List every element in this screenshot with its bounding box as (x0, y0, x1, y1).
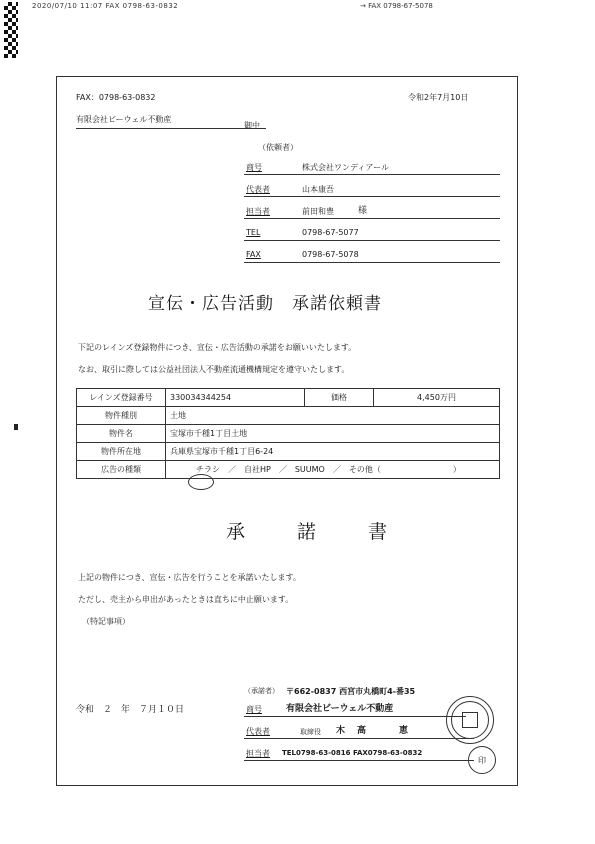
consenter-rep-title: 取締役 (300, 728, 321, 736)
table-row (77, 389, 500, 407)
property-address-value: 兵庫県宝塚市千種1丁目6-24 (166, 443, 500, 461)
requester-line (244, 262, 500, 263)
consent-text-line1: 上記の物件につき、宣伝・広告を行うことを承諾いたします。 (78, 573, 301, 582)
consenter-rep: 木高 恵 (336, 726, 421, 736)
company-seal-icon (446, 696, 494, 744)
consent-text-line2: ただし、売主から申出があったときは直ちに中止願います。 (78, 595, 294, 604)
table-row (77, 461, 500, 479)
property-address-label: 物件所在地 (77, 443, 166, 461)
requester-fax: 0798-67-5078 (302, 250, 359, 259)
consenter-line (244, 760, 474, 761)
requester-label-rep: 代表者 (246, 185, 270, 194)
consenter-rep-label: 代表者 (246, 727, 270, 736)
sender-fax: FAX：0798-63-0832 (76, 93, 156, 102)
document-title: 宣伝・広告活動 承諾依頼書 (148, 294, 382, 314)
requester-label-tel: TEL (246, 228, 261, 237)
margin-mark-icon (14, 424, 18, 430)
property-table (76, 388, 500, 479)
property-type-value: 土地 (166, 407, 500, 425)
sender-company: 有限会社ビーウェル不動産 (76, 115, 172, 124)
fax-transmission-header: 2020/07/10 11:07 FAX 0798-63-0832 (32, 2, 179, 10)
fax-transmission-header-right: → FAX 0798-67-5078 (360, 2, 433, 10)
requester-label-staff: 担当者 (246, 207, 270, 216)
sender-attn: 御中 (244, 121, 260, 130)
requester-line (244, 218, 500, 219)
property-type-label: 物件種別 (77, 407, 166, 425)
requester-label-company: 商号 (246, 163, 262, 172)
ad-type-options: チラシ ／ 自社HP ／ SUUMO ／ その他（ ） (166, 461, 500, 479)
consenter-line (244, 716, 466, 717)
consenter-staff-label: 担当者 (246, 749, 270, 758)
table-row (77, 407, 500, 425)
personal-seal-icon (468, 746, 496, 774)
price-value: 4,450万円 (374, 389, 500, 407)
requester-line (244, 196, 500, 197)
consenter-line (244, 738, 474, 739)
requester-staff-suffix: 様 (358, 206, 368, 216)
consenter-contact: TEL0798-63-0816 FAX0798-63-0832 (282, 749, 423, 757)
personal-seal-char: 印 (478, 755, 486, 765)
document-date: 令和2年7月10日 (408, 93, 469, 102)
fax-checker-mark (4, 2, 18, 58)
chirashi-circle-mark (188, 474, 214, 490)
consenter-label: （承諾者） (244, 687, 279, 695)
requester-label-fax: FAX (246, 250, 261, 259)
consenter-company: 有限会社ビーウェル不動産 (286, 704, 394, 714)
consenter-address: 〒662-0837 西宮市丸橋町4-番35 (286, 687, 416, 696)
consenter-company-label: 商号 (246, 705, 262, 714)
sender-underline (76, 128, 266, 129)
reins-number-value: 330034344254 (166, 389, 305, 407)
reins-number-label: レインズ登録番号 (77, 389, 166, 407)
consent-title: 承諾書 (226, 521, 440, 543)
request-text-line1: 下記のレインズ登録物件につき、宣伝・広告活動の承諾をお願いいたします。 (78, 343, 357, 352)
ad-type-label: 広告の種類 (77, 461, 166, 479)
request-text-line2: なお、取引に際しては公益社団法人不動産流通機構規定を遵守いたします。 (78, 365, 350, 374)
requester-rep: 山本康吾 (302, 185, 334, 194)
requester-heading: （依頼者） (258, 143, 298, 152)
special-notes-label: （特記事項） (82, 617, 130, 626)
table-row (77, 443, 500, 461)
requester-tel: 0798-67-5077 (302, 228, 359, 237)
requester-line (244, 174, 500, 175)
table-row (77, 425, 500, 443)
requester-line (244, 240, 500, 241)
consent-date: 令和 ２ 年 ７月１０日 (76, 705, 185, 715)
requester-company: 株式会社ワンディアール (302, 163, 389, 172)
property-name-label: 物件名 (77, 425, 166, 443)
property-name-value: 宝塚市千種1丁目土地 (166, 425, 500, 443)
price-label: 価格 (305, 389, 374, 407)
requester-staff: 前田和豊 (302, 207, 334, 216)
